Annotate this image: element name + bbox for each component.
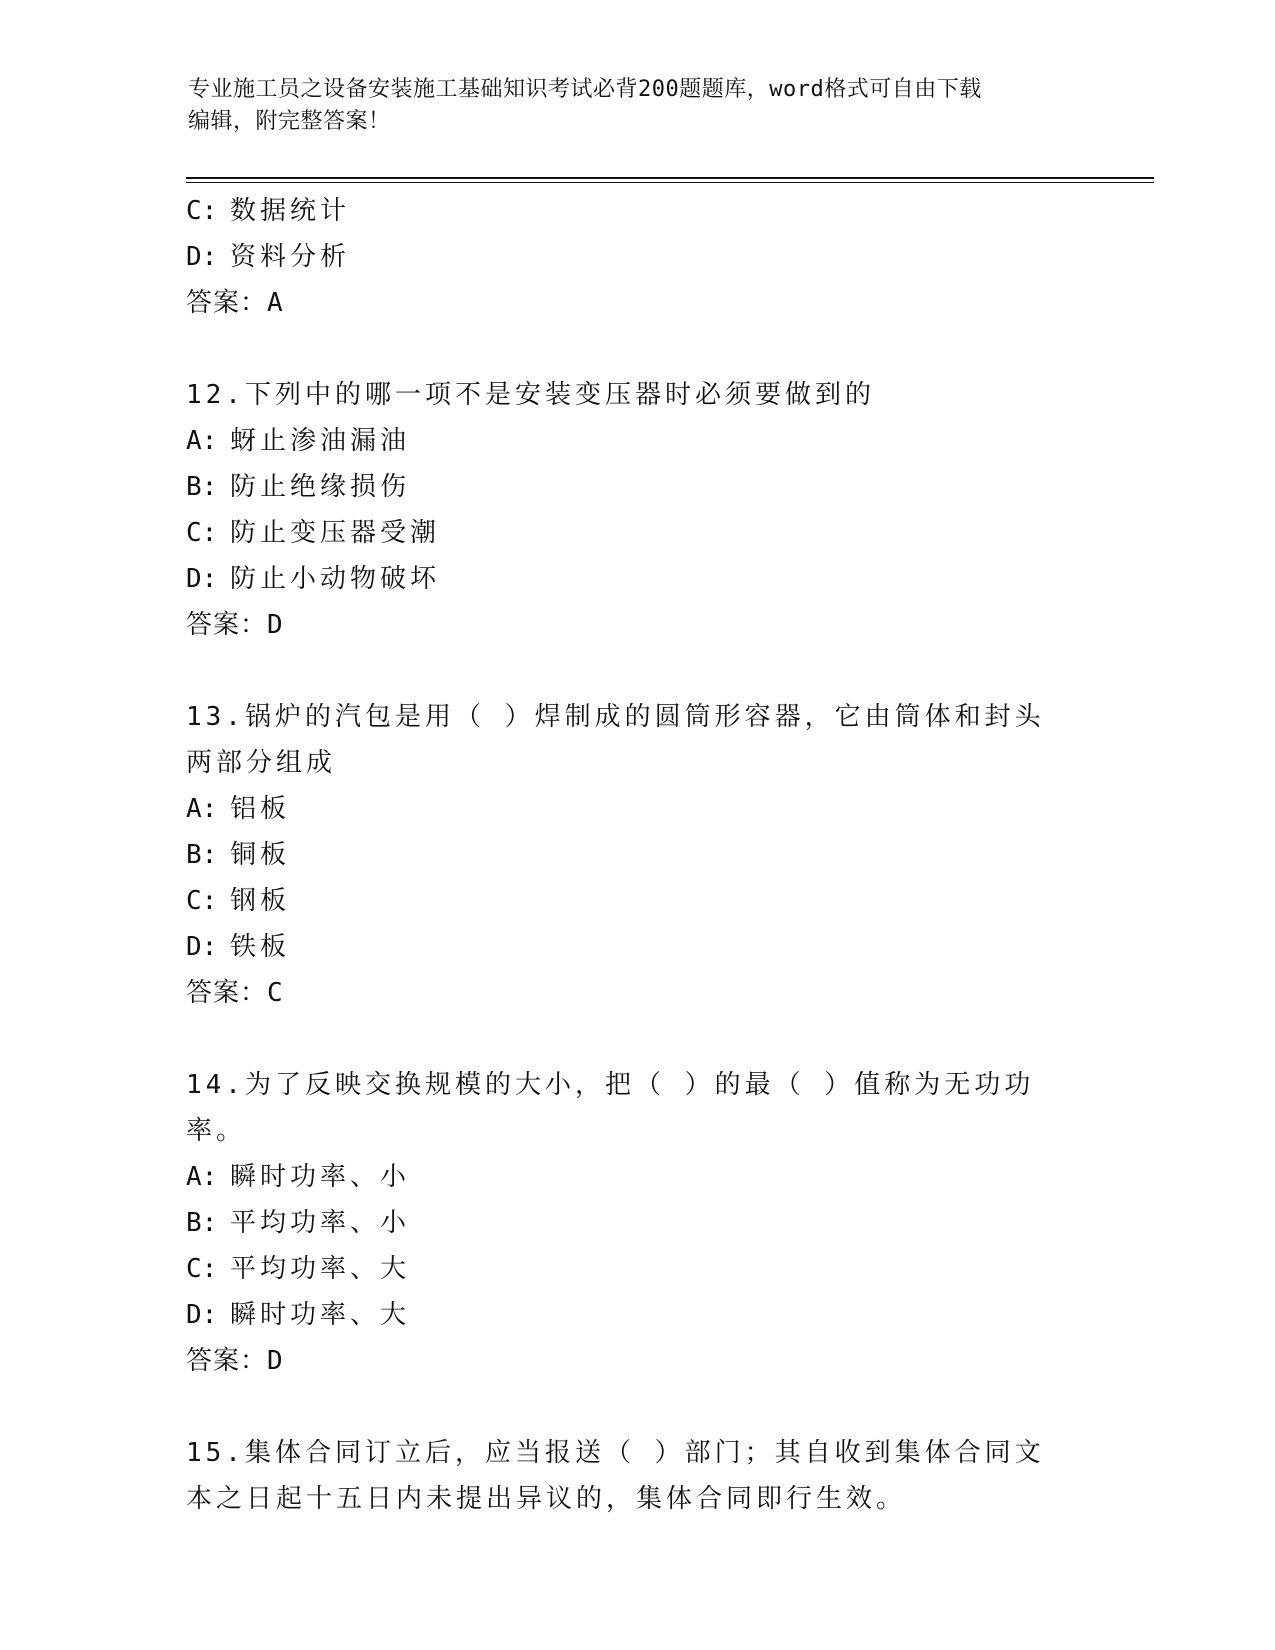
option-c (186, 188, 1086, 234)
option-text: 铁板 (230, 932, 291, 962)
header-divider-thin (186, 182, 1154, 183)
option-b (186, 832, 1086, 878)
header-divider-thick (186, 177, 1154, 179)
option-key: A: (186, 1162, 218, 1192)
option-d (186, 1292, 1086, 1338)
option-key: C: (186, 886, 218, 916)
option-d (186, 234, 1086, 280)
answer-label: 答案： (186, 978, 268, 1008)
option-text: 防止绝缘损伤 (230, 472, 411, 502)
answer-value: C (267, 978, 284, 1008)
option-text: 铜板 (230, 840, 291, 870)
option-c (186, 510, 1086, 556)
answer-value: D (267, 1346, 284, 1376)
answer-line (186, 970, 1086, 1016)
option-text: 铝板 (230, 794, 291, 824)
option-text: 防止小动物破坏 (230, 564, 441, 594)
question-stem: 15.集体合同订立后，应当报送（ ）部门；其自收到集体合同文本之日起十五日内未提出异议的，集体合同即行生效。 (186, 1438, 1045, 1514)
option-key: C: (186, 196, 218, 226)
option-text: 瞬时功率、小 (230, 1162, 411, 1192)
option-key: D: (186, 564, 218, 594)
option-b (186, 464, 1086, 510)
option-key: D: (186, 242, 218, 272)
option-text: 数据统计 (230, 196, 351, 226)
spacer (186, 326, 1086, 372)
answer-value: A (267, 288, 284, 318)
question-11-continued (186, 188, 1086, 326)
spacer (186, 1016, 1086, 1062)
answer-line (186, 1338, 1086, 1384)
spacer (186, 648, 1086, 694)
option-text: 平均功率、大 (230, 1254, 411, 1284)
header-line-1: 专业施工员之设备安装施工基础知识考试必背200题题库，word格式可自由下载 (188, 77, 982, 102)
option-b (186, 1200, 1086, 1246)
question-stem: 14.为了反映交换规模的大小，把（ ）的最（ ）值称为无功功率。 (186, 1070, 1035, 1146)
question-13 (186, 694, 1086, 1016)
option-key: B: (186, 472, 218, 502)
option-key: B: (186, 1208, 218, 1238)
question-15 (186, 1430, 1086, 1522)
option-text: 瞬时功率、大 (230, 1300, 411, 1330)
answer-value: D (267, 610, 284, 640)
spacer (186, 1384, 1086, 1430)
option-text: 资料分析 (230, 242, 351, 272)
answer-label: 答案： (186, 610, 268, 640)
option-c (186, 878, 1086, 924)
option-key: B: (186, 840, 218, 870)
option-text: 钢板 (230, 886, 291, 916)
option-key: A: (186, 794, 218, 824)
option-key: A: (186, 426, 218, 456)
option-key: D: (186, 932, 218, 962)
answer-line (186, 602, 1086, 648)
option-d (186, 556, 1086, 602)
option-text: 防止变压器受潮 (230, 518, 441, 548)
answer-label: 答案： (186, 1346, 268, 1376)
question-list (186, 188, 1086, 1522)
answer-label: 答案： (186, 288, 268, 318)
question-12 (186, 372, 1086, 648)
question-stem: 13.锅炉的汽包是用（ ）焊制成的圆筒形容器，它由筒体和封头两部分组成 (186, 702, 1045, 778)
option-a (186, 1154, 1086, 1200)
option-text: 平均功率、小 (230, 1208, 411, 1238)
document-header (188, 74, 1088, 138)
option-text: 蚜止渗油漏油 (230, 426, 411, 456)
option-a (186, 786, 1086, 832)
option-c (186, 1246, 1086, 1292)
question-stem: 12.下列中的哪一项不是安装变压器时必须要做到的 (186, 380, 875, 410)
option-key: D: (186, 1300, 218, 1330)
option-a (186, 418, 1086, 464)
option-key: C: (186, 518, 218, 548)
answer-line (186, 280, 1086, 326)
option-key: C: (186, 1254, 218, 1284)
question-14 (186, 1062, 1086, 1384)
header-line-2: 编辑，附完整答案！ (188, 109, 391, 134)
option-d (186, 924, 1086, 970)
